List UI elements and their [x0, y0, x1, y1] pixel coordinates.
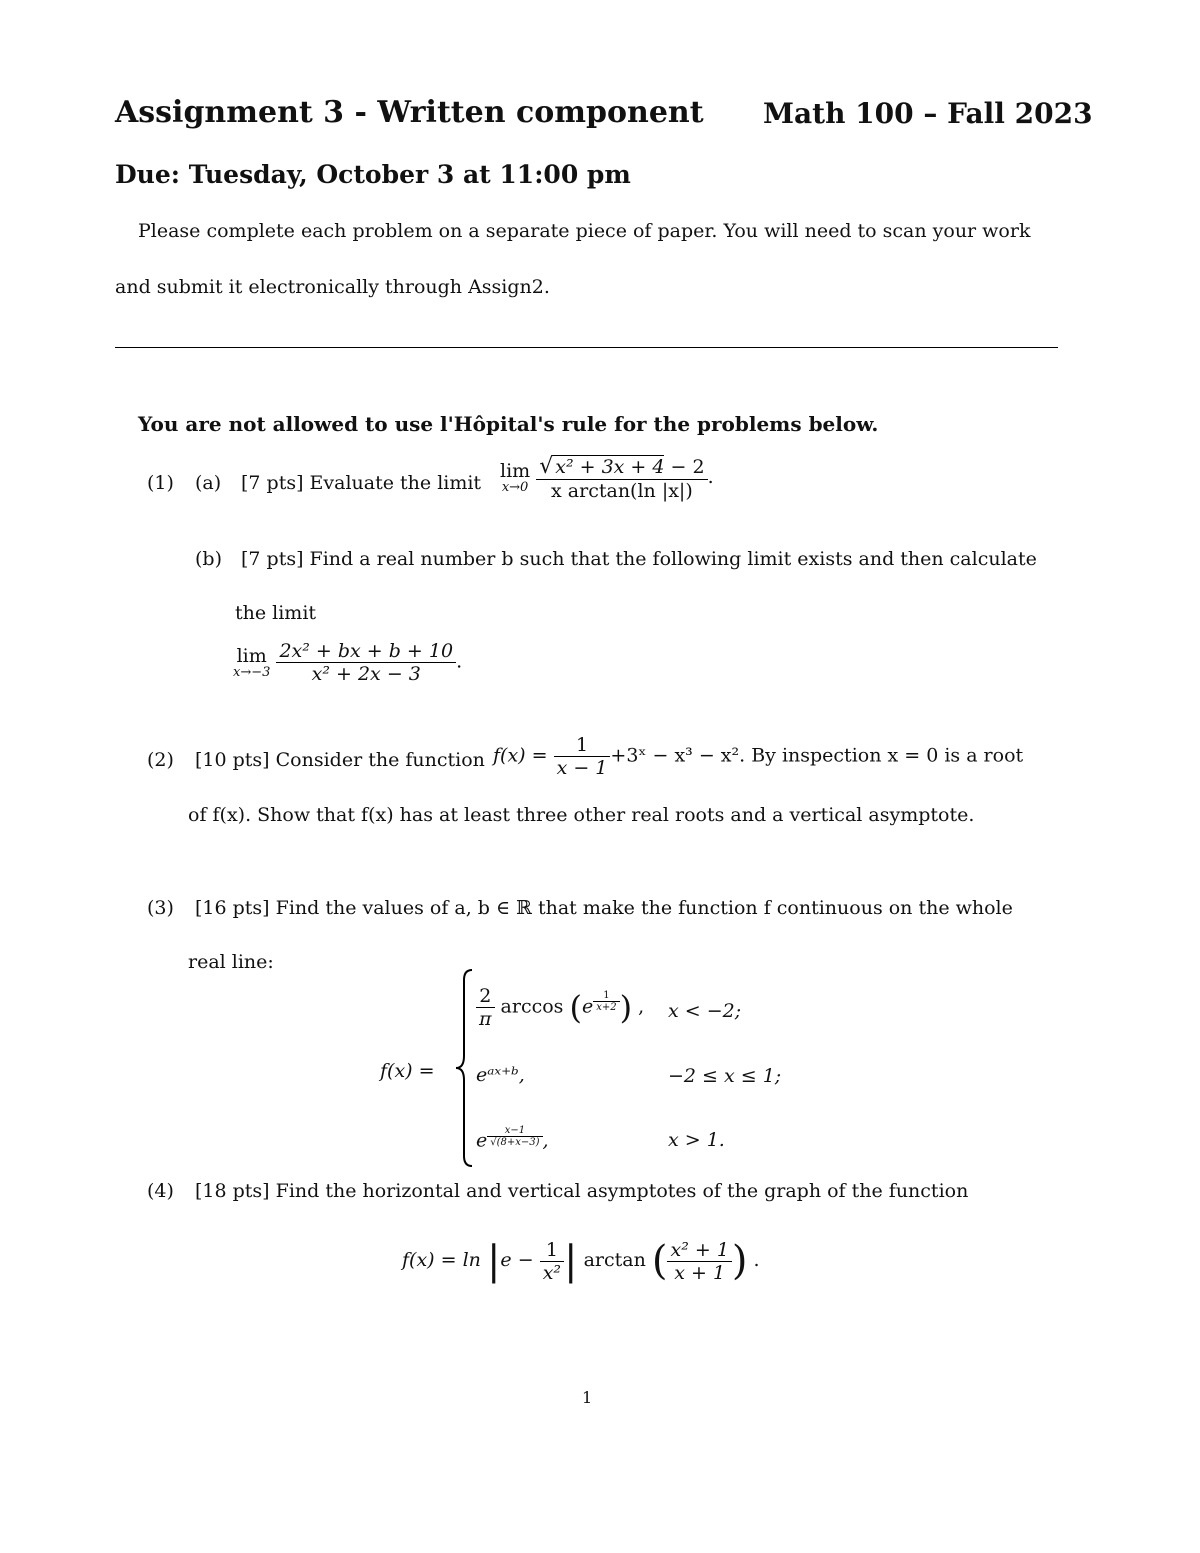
case-2-condition: −2 ≤ x ≤ 1; [668, 1065, 782, 1087]
lim-sub: x→−3 [233, 664, 271, 680]
instructions-line-2: and submit it electronically through Assign2. [115, 276, 550, 298]
problem-2-line-2: of f(x). Show that f(x) has at least three other real roots and a vertical asymptote. [188, 804, 975, 826]
piecewise-brace [452, 968, 476, 1168]
instructions-line-1: Please complete each problem on a separate piece of paper. You will need to scan your work [138, 220, 1031, 242]
due-date: Due: Tuesday, October 3 at 11:00 pm [115, 160, 631, 189]
problem-2-frac-num: 1 [554, 734, 611, 757]
case-1-frac-den: π [479, 1008, 492, 1030]
problem-1b-numerator: 2x² + bx + b + 10 [276, 640, 456, 663]
problem-1a-denominator: x arctan(ln |x|) [551, 480, 693, 502]
problem-2-text: [10 pts] Consider the function [195, 749, 485, 771]
page-number: 1 [582, 1388, 593, 1407]
problem-4-frac2-den: x + 1 [674, 1261, 726, 1284]
problem-1a-numerator: x² + 3x + 4 [555, 456, 665, 478]
case-1-condition: x < −2; [668, 1000, 742, 1022]
problem-4-fx: f(x) = ln [402, 1249, 481, 1271]
problem-1a-text: [7 pts] Evaluate the limit [241, 472, 482, 494]
problem-3-fx: f(x) = [380, 1060, 435, 1082]
case-2-expression: eᵃˣ⁺ᵇ, [476, 1064, 525, 1086]
problem-4-inner: e − [500, 1249, 534, 1271]
problem-4-number: (4) [147, 1180, 174, 1202]
case-3-condition: x > 1. [668, 1129, 725, 1151]
problem-1b-limit: lim x→−3 $\frac{\text{2x² + bx + b + 10}}{\text{x² + 2x − 3}}$ . [233, 640, 463, 685]
problem-1a-label: (a) [195, 472, 222, 494]
problem-4-frac-num: 1 [540, 1239, 564, 1262]
lim-word: lim [500, 460, 531, 482]
problem-3-text: [16 pts] Find the values of a, b ∈ ℝ that make the function f continuous on the whole [195, 897, 1013, 919]
problem-1b-text: [7 pts] Find a real number b such that the following limit exists and then calculate [241, 548, 1037, 570]
lim-word: lim [236, 644, 267, 667]
problem-3-text-2: real line: [188, 951, 274, 973]
case-1-arccos: arccos [500, 995, 564, 1018]
rule-note: You are not allowed to use l'Hôpital's rule for the problems below. [138, 412, 879, 436]
problem-1a-num-tail: − 2 [670, 456, 705, 478]
divider [115, 347, 1058, 348]
problem-3-number: (3) [147, 897, 174, 919]
problem-4-formula: f(x) = ln |e − $\frac{1}{\text{x²}}$ | arctan ( $\frac{\text{x² + 1}}{x + 1}$ ) . [402, 1238, 760, 1284]
problem-1b-denominator: x² + 2x − 3 [311, 663, 421, 685]
problem-1a-limit: lim x→0 $\frac{\text{√ x² + 3x + 4 − 2}}{\text{x arctan(ln |x|)}}$ . [500, 454, 714, 502]
problem-1-number: (1) [147, 472, 174, 494]
course-label: Math 100 – Fall 2023 [763, 97, 1093, 130]
problem-2-tail: +3ˣ − x³ − x². By inspection x = 0 is a root [610, 744, 1024, 767]
lim-sub: x→0 [501, 480, 529, 495]
problem-2-frac-den: x − 1 [556, 757, 608, 779]
problem-4-frac-den: x² [542, 1261, 562, 1284]
problem-4-text: [18 pts] Find the horizontal and vertical asymptotes of the graph of the function [195, 1180, 969, 1202]
problem-4-arctan: arctan [583, 1249, 646, 1271]
case-1-frac-num: 2 [476, 985, 495, 1008]
problem-2-fx: f(x) = [493, 744, 548, 767]
case-3-expression: e $^{\frac{x-1}{√(8+x-3)}}$ , [476, 1125, 549, 1152]
problem-1b-label: (b) [195, 548, 222, 570]
assignment-title: Assignment 3 - Written component [115, 95, 704, 130]
problem-2-formula [493, 734, 1023, 779]
problem-4-frac2-num: x² + 1 [667, 1239, 731, 1262]
case-1-expression: $\frac{2}{\pi}$ arccos (e $^{\frac{1}{x+2}}$ ) , [476, 985, 644, 1030]
problem-2-number: (2) [147, 749, 174, 771]
problem-1b-text-2: the limit [235, 602, 317, 624]
